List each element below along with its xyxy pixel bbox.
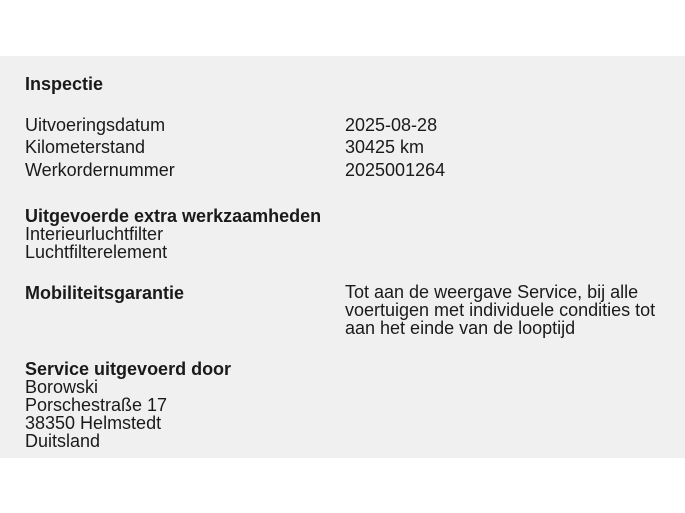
mobility-guarantee-value: Tot aan de weergave Service, bij alle voertuigen met individuele condities tot aan het einde van de looptijd	[345, 282, 656, 338]
execution-date-value: 2025-08-28	[345, 115, 438, 135]
execution-date-label: Uitvoeringsdatum	[25, 115, 166, 135]
mobility-guarantee-title: Mobiliteitsgarantie	[25, 283, 185, 303]
extra-work-item: Luchtfilterelement	[25, 242, 168, 262]
extra-work-item: Interieurluchtfilter	[25, 224, 164, 244]
service-dealer-name: Borowski	[25, 377, 99, 397]
odometer-label: Kilometerstand	[25, 137, 146, 157]
extra-work-title: Uitgevoerde extra werkzaamheden	[25, 206, 322, 226]
inspection-title: Inspectie	[25, 74, 104, 94]
service-by-title: Service uitgevoerd door	[25, 359, 232, 379]
service-country: Duitsland	[25, 431, 101, 451]
service-street: Porschestraße 17	[25, 395, 168, 415]
work-order-number-value: 2025001264	[345, 160, 446, 180]
odometer-value: 30425 km	[345, 137, 425, 157]
work-order-number-label: Werkordernummer	[25, 160, 175, 180]
service-postal-city: 38350 Helmstedt	[25, 413, 162, 433]
